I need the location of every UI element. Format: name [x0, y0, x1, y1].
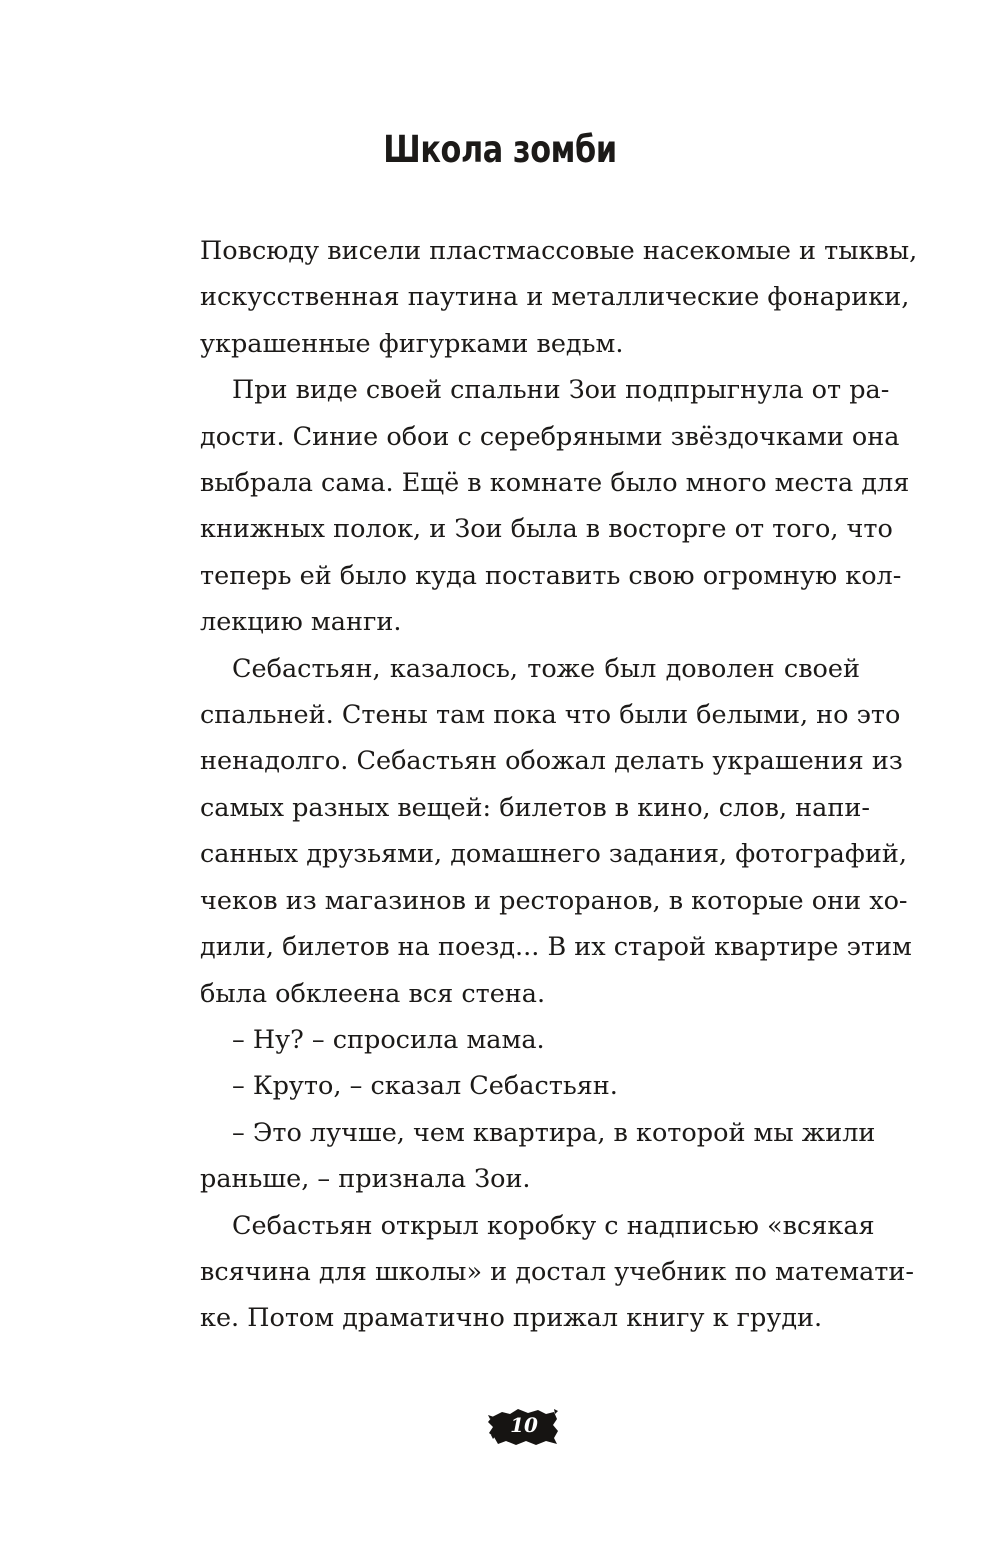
- page-title: Школа зомби: [383, 128, 617, 171]
- text-line: ненадолго. Себастьян обожал делать украшения из: [200, 746, 903, 777]
- paragraph: [200, 646, 912, 1017]
- text-line: – Это лучше, чем квартира, в которой мы жили: [232, 1117, 876, 1148]
- paragraph: [200, 1203, 915, 1342]
- text-line: теперь ей было куда поставить свою огромную кол-: [200, 560, 902, 591]
- text-line: книжных полок, и Зои была в восторге от того, что: [200, 514, 893, 545]
- text-line: спальней. Стены там пока что были белыми, но это: [200, 700, 901, 731]
- page-number-label: 10: [510, 1413, 538, 1437]
- text-line: выбрала сама. Ещё в комнате было много места для: [200, 468, 910, 499]
- text-line: При виде своей спальни Зои подпрыгнула от ра-: [232, 375, 890, 406]
- text-line: ке. Потом драматично прижал книгу к груди.: [200, 1303, 823, 1334]
- text-line: украшенные фигурками ведьм.: [200, 328, 624, 359]
- paragraph: [200, 1063, 860, 1109]
- text-line: самых разных вещей: билетов в кино, слов, напи-: [200, 792, 870, 823]
- text-line: Повсюду висели пластмассовые насекомые и тыквы,: [200, 236, 918, 266]
- text-line: чеков из магазинов и ресторанов, в которые они хо-: [200, 885, 908, 916]
- paragraph: [200, 367, 910, 645]
- text-line: была обклеена вся стена.: [200, 978, 546, 1009]
- paragraph: [200, 228, 918, 367]
- text-line: всячина для школы» и достал учебник по математи-: [200, 1256, 915, 1287]
- text-line: – Ну? – спросила мама.: [232, 1024, 545, 1055]
- text-line: Себастьян открыл коробку с надписью «всякая: [232, 1210, 875, 1241]
- body-text: [200, 228, 918, 1342]
- text-line: Себастьян, казалось, тоже был доволен своей: [232, 653, 860, 684]
- paragraph: [200, 1017, 860, 1063]
- paragraph: [200, 1110, 876, 1203]
- text-line: дости. Синие обои с серебряными звёздочками она: [200, 421, 900, 452]
- page-number: [488, 1405, 560, 1447]
- text-line: – Круто, – сказал Себастьян.: [232, 1071, 618, 1102]
- text-line: лекцию манги.: [200, 607, 402, 638]
- text-line: раньше, – признала Зои.: [200, 1164, 531, 1195]
- text-line: дили, билетов на поезд... В их старой квартире этим: [200, 932, 912, 963]
- text-line: искусственная паутина и металлические фонарики,: [200, 282, 910, 313]
- text-line: санных друзьями, домашнего задания, фотографий,: [200, 839, 907, 870]
